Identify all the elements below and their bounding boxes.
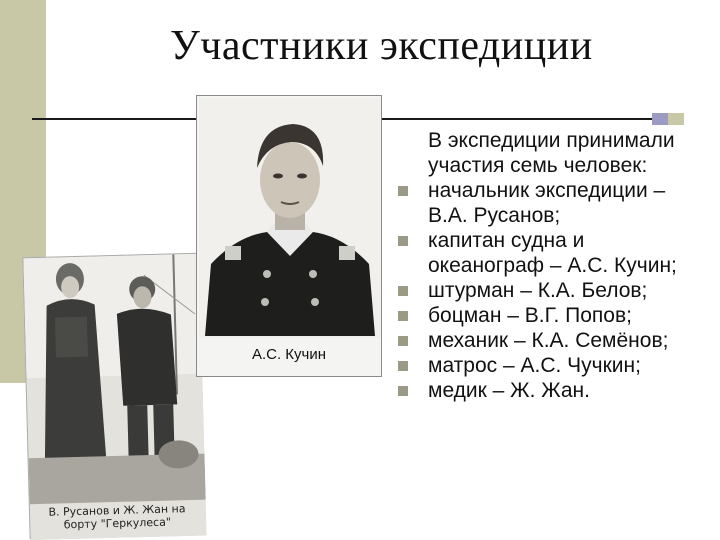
- title-rule-right: [382, 118, 652, 120]
- square-bullet-icon: [398, 286, 408, 296]
- list-item: [394, 178, 694, 228]
- list-item: [394, 378, 694, 403]
- list-item: [394, 353, 694, 378]
- intro-text: В экспедиции принимали участия семь человек:: [428, 129, 675, 177]
- list-item: [394, 328, 694, 353]
- list-item-text: штурман – К.А. Белов;: [428, 279, 648, 302]
- title-rule-accent-secondary: [668, 113, 684, 125]
- kuchin-portrait-image: [197, 96, 383, 378]
- kuchin-portrait: [196, 95, 382, 377]
- list-item: [394, 228, 694, 278]
- group-photo: [22, 253, 205, 540]
- square-bullet-icon: [398, 361, 408, 371]
- list-item-text: капитан судна и океанограф – А.С. Кучин;: [428, 229, 677, 277]
- slide-title: Участники экспедиции: [170, 23, 593, 69]
- group-photo-image: [23, 254, 206, 540]
- square-bullet-icon: [398, 186, 408, 196]
- square-bullet-icon: [398, 236, 408, 246]
- square-bullet-icon: [398, 336, 408, 346]
- list-item-text: боцман – В.Г. Попов;: [428, 304, 632, 327]
- list-item: [394, 278, 694, 303]
- group-photo-caption: В. Русанов и Ж. Жан на борту "Геркулеса": [48, 502, 186, 532]
- list-item: [394, 303, 694, 328]
- square-bullet-icon: [398, 311, 408, 321]
- title-rule-left: [32, 118, 202, 120]
- participants-text: [394, 128, 694, 403]
- list-item-text: матрос – А.С. Чучкин;: [428, 354, 641, 377]
- square-bullet-icon: [398, 386, 408, 396]
- participants-list: [394, 178, 694, 403]
- list-item-text: начальник экспедиции – В.А. Русанов;: [428, 179, 666, 227]
- list-item-text: механик – К.А. Семёнов;: [428, 329, 669, 352]
- list-item-text: медик – Ж. Жан.: [428, 379, 590, 402]
- kuchin-caption: А.С. Кучин: [251, 346, 327, 363]
